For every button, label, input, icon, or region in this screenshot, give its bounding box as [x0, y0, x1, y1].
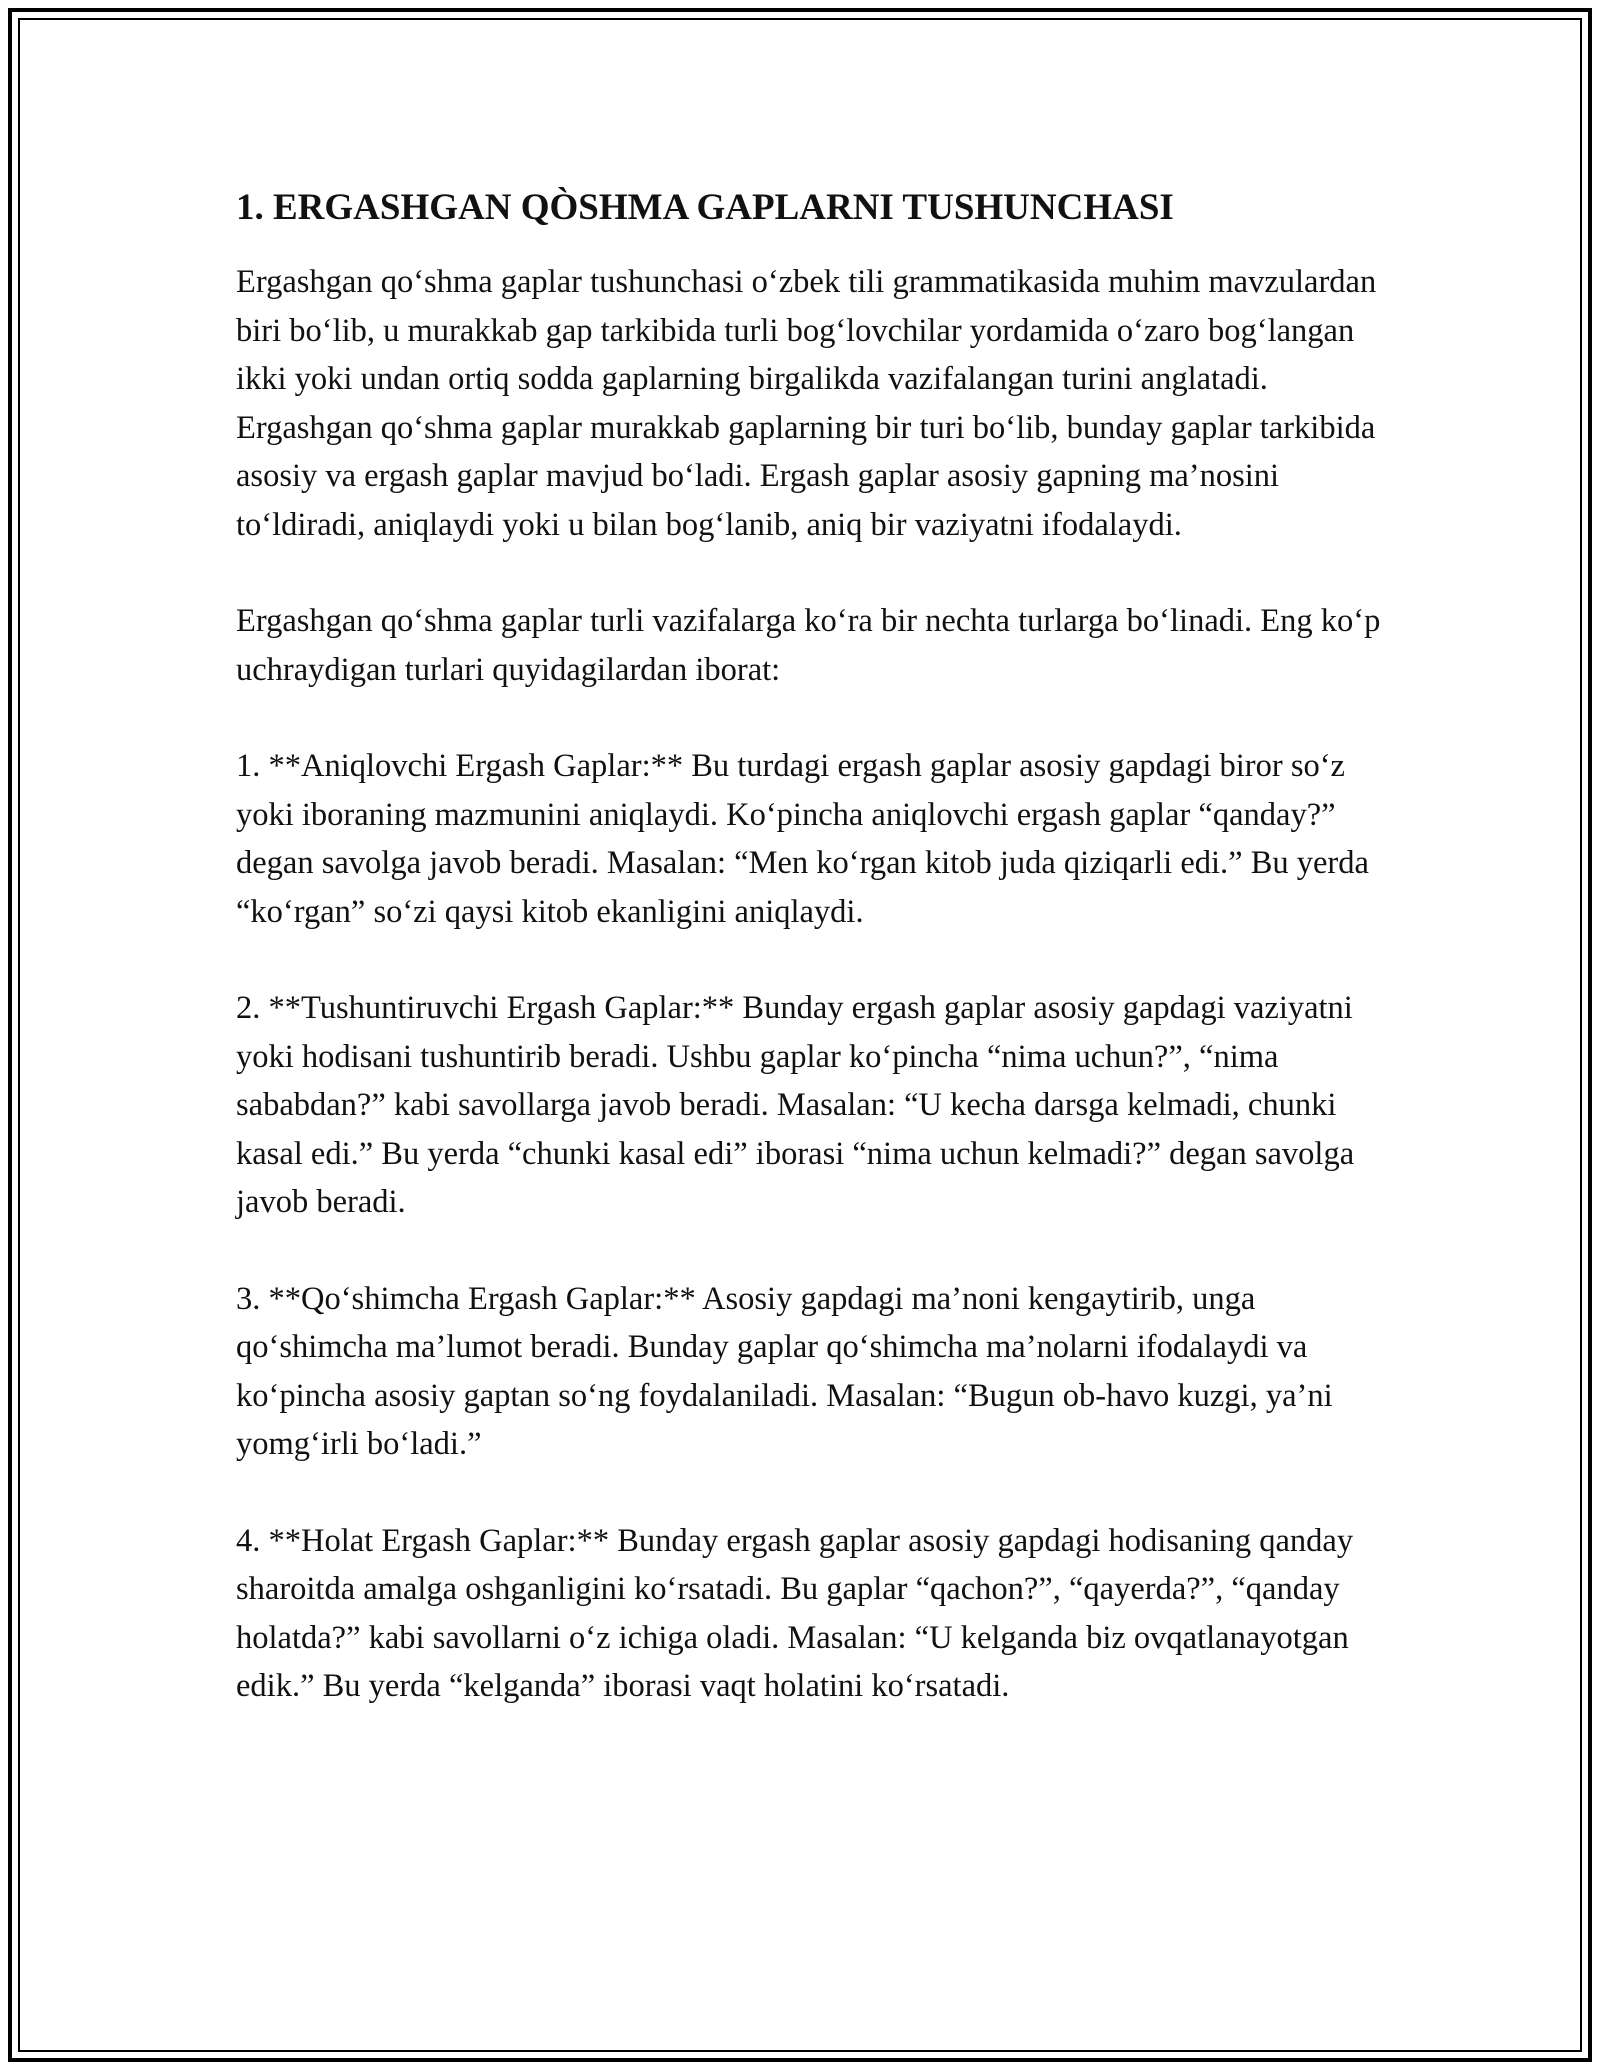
- type-3-paragraph: 3. **Qo‘shimcha Ergash Gaplar:** Asosiy gapdagi ma’noni kengaytirib, unga qo‘shimcha ma’lumot beradi. Bunday gaplar qo‘shimcha ma’nolarni ifodalaydi va ko‘pincha asosiy gaptan so‘ng foydalaniladi. Masalan: “Bugun ob-havo kuzgi, ya’ni yomg‘irli bo‘ladi.”: [236, 1280, 1333, 1463]
- type-1-paragraph: 1. **Aniqlovchi Ergash Gaplar:** Bu turdagi ergash gaplar asosiy gapdagi biror so‘z yoki iboraning mazmunini aniqlaydi. Ko‘pincha aniqlovchi ergash gaplar “qanday?” degan savolga javob beradi. Masalan: “Men ko‘rgan kitob juda qiziqarli edi.” Bu yerda “ko‘rgan” so‘zi qaysi kitob ekanligini aniqlaydi.: [236, 748, 1369, 930]
- intro-paragraph: Ergashgan qo‘shma gaplar tushunchasi o‘zbek tili grammatikasida muhim mavzulardan biri bo‘lib, u murakkab gap tarkibida turli bog‘lovchilar yordamida o‘zaro bog‘langan ikki yoki undan ortiq sodda gaplarning birgalikda vazifalangan turini anglatadi. Ergashgan qo‘shma gaplar murakkab gaplarning bir turi bo‘lib, bunday gaplar tarkibida asosiy va ergash gaplar mavjud bo‘ladi. Ergash gaplar asosiy gapning ma’nosini to‘ldiradi, aniqlaydi yoki u bilan bog‘lanib, aniq bir vaziyatni ifodalaydi.: [236, 264, 1377, 543]
- type-4-paragraph: 4. **Holat Ergash Gaplar:** Bunday ergash gaplar asosiy gapdagi hodisaning qanday sharoitda amalga oshganligini ko‘rsatadi. Bu gaplar “qachon?”, “qayerda?”, “qanday holatda?” kabi savollarni o‘z ichiga oladi. Masalan: “U kelganda biz ovqatlanayotgan edik.” Bu yerda “kelganda” iborasi vaqt holatini ko‘rsatadi.: [236, 1522, 1354, 1705]
- document-title: 1. ERGASHGAN QÒSHMA GAPLARNI TUSHUNCHASI: [236, 187, 1174, 228]
- type-2-paragraph: 2. **Tushuntiruvchi Ergash Gaplar:** Bunday ergash gaplar asosiy gapdagi vaziyatni yoki hodisani tushuntirib beradi. Ushbu gaplar ko‘pincha “nima uchun?”, “nima sababdan?” kabi savollarga javob beradi. Masalan: “U kecha darsga kelmadi, chunki kasal edi.” Bu yerda “chunki kasal edi” iborasi “nima uchun kelmadi?” degan savolga javob beradi.: [236, 990, 1355, 1221]
- document-body: [236, 186, 1386, 1759]
- types-overview-paragraph: Ergashgan qo‘shma gaplar turli vazifalarga ko‘ra bir nechta turlarga bo‘linadi. Eng ko‘p uchraydigan turlari quyidagilardan iborat:: [236, 603, 1381, 688]
